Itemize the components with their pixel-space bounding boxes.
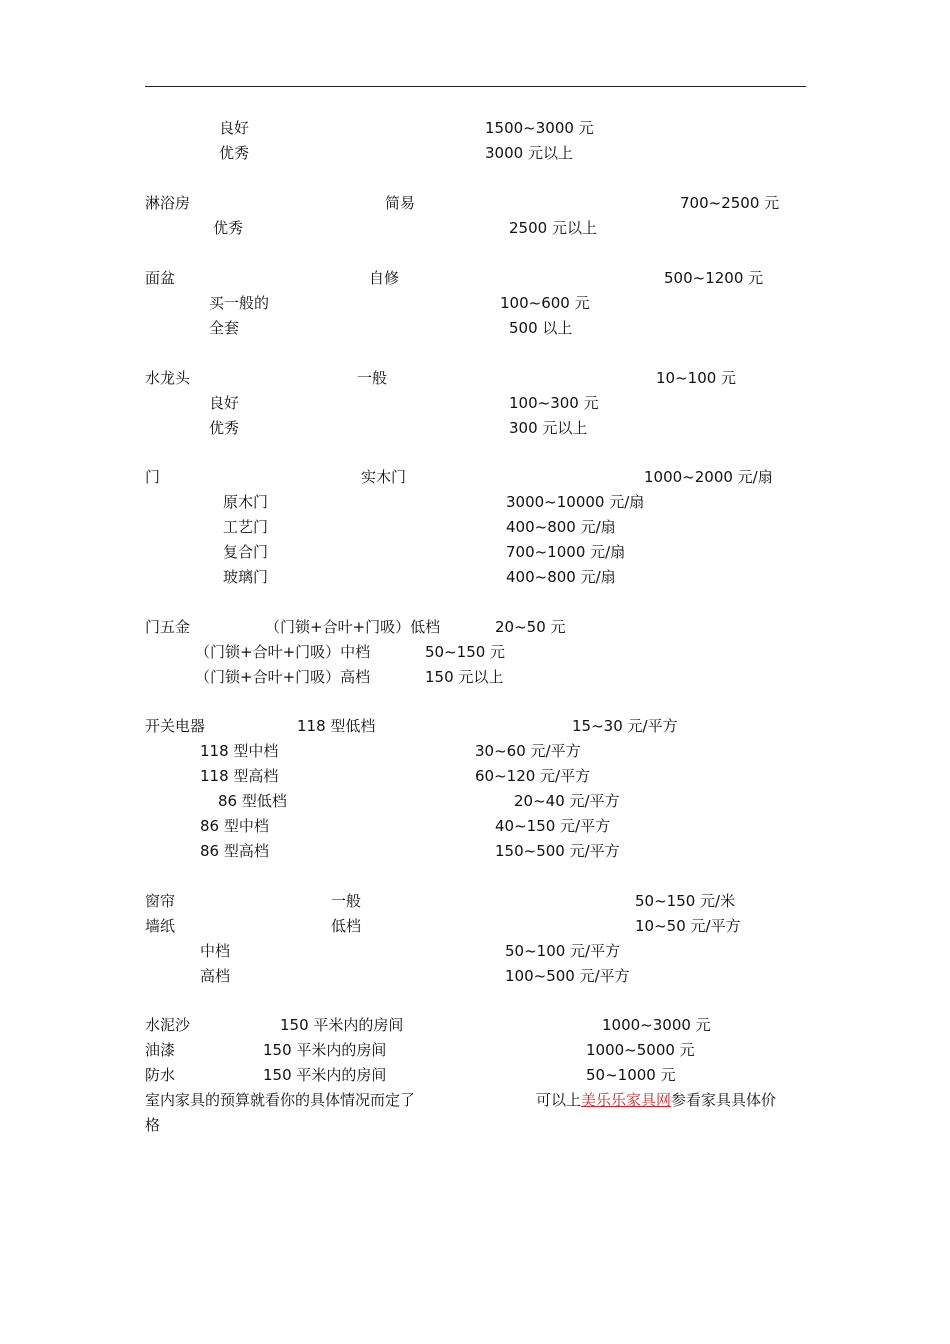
item-category: 防水 [145,1066,176,1084]
item-grade: 86 型低档 [218,792,287,810]
item-grade: （门锁+合叶+门吸）低档 [265,618,441,636]
item-grade: 150 平米内的房间 [280,1016,404,1034]
item-price: 1000~5000 元 [586,1041,695,1059]
item-price: 50~1000 元 [586,1066,676,1084]
item-price: 700~2500 元 [680,194,780,212]
item-grade: 优秀 [209,419,240,437]
item-price: 20~50 元 [495,618,566,636]
item-price: 150~500 元/平方 [495,842,620,860]
item-grade: 低档 [331,917,362,935]
footer-wrap: 格 [145,1116,161,1134]
item-grade: 实木门 [361,468,407,486]
footer-note: 室内家具的预算就看你的具体情况而定了 [145,1091,416,1109]
header-rule [145,86,806,87]
item-price: 20~40 元/平方 [514,792,620,810]
item-price: 3000~10000 元/扇 [506,493,645,511]
item-category: 墙纸 [145,917,176,935]
item-price: 50~150 元 [425,643,506,661]
item-price: 30~60 元/平方 [475,742,581,760]
item-price: 3000 元以上 [485,144,573,162]
item-price: 2500 元以上 [509,219,597,237]
item-price: 100~500 元/平方 [505,967,630,985]
item-grade: 玻璃门 [223,568,269,586]
item-category: 开关电器 [145,717,206,735]
item-category: 油漆 [145,1041,176,1059]
item-price: 60~120 元/平方 [475,767,591,785]
item-grade: 150 平米内的房间 [263,1066,387,1084]
item-price: 1500~3000 元 [485,119,594,137]
item-category: 面盆 [145,269,176,287]
item-grade: 中档 [200,942,231,960]
item-category: 淋浴房 [145,194,191,212]
item-category: 门 [145,468,161,486]
item-grade: 买一般的 [209,294,270,312]
item-grade: 118 型低档 [297,717,376,735]
item-grade: （门锁+合叶+门吸）高档 [195,668,371,686]
item-price: 50~150 元/米 [635,892,736,910]
item-grade: 86 型高档 [200,842,269,860]
item-price: 1000~2000 元/扇 [644,468,773,486]
item-grade: 150 平米内的房间 [263,1041,387,1059]
item-category: 水龙头 [145,369,191,387]
item-grade: 118 型高档 [200,767,279,785]
item-grade: 高档 [200,967,231,985]
item-grade: 良好 [219,119,250,137]
item-category: 门五金 [145,618,191,636]
item-price: 400~800 元/扇 [506,518,616,536]
item-price: 500 以上 [509,319,573,337]
item-price: 40~150 元/平方 [495,817,611,835]
item-grade: 一般 [331,892,362,910]
item-category: 水泥沙 [145,1016,191,1034]
meilele-furniture-link[interactable]: 美乐乐家具网 [581,1091,672,1109]
item-grade: 优秀 [219,144,250,162]
item-grade: 原木门 [223,493,269,511]
item-grade: 自修 [369,269,400,287]
footer-prefix: 可以上 [536,1091,582,1109]
item-price: 300 元以上 [509,419,588,437]
item-price: 1000~3000 元 [602,1016,711,1034]
item-price: 50~100 元/平方 [505,942,621,960]
item-price: 10~50 元/平方 [635,917,741,935]
item-category: 窗帘 [145,892,176,910]
item-grade: （门锁+合叶+门吸）中档 [195,643,371,661]
item-price: 15~30 元/平方 [572,717,678,735]
item-price: 100~600 元 [500,294,590,312]
item-grade: 复合门 [223,543,269,561]
item-grade: 优秀 [213,219,244,237]
item-grade: 全套 [209,319,240,337]
item-grade: 一般 [357,369,388,387]
item-grade: 118 型中档 [200,742,279,760]
item-grade: 简易 [385,194,416,212]
item-price: 100~300 元 [509,394,599,412]
item-grade: 良好 [209,394,240,412]
item-price: 10~100 元 [656,369,737,387]
item-price: 150 元以上 [425,668,504,686]
item-price: 400~800 元/扇 [506,568,616,586]
item-grade: 工艺门 [223,518,269,536]
item-grade: 86 型中档 [200,817,269,835]
footer-suffix: 参看家具具体价 [671,1091,777,1109]
item-price: 700~1000 元/扇 [506,543,626,561]
item-price: 500~1200 元 [664,269,764,287]
footer-link-line [536,1091,776,1109]
